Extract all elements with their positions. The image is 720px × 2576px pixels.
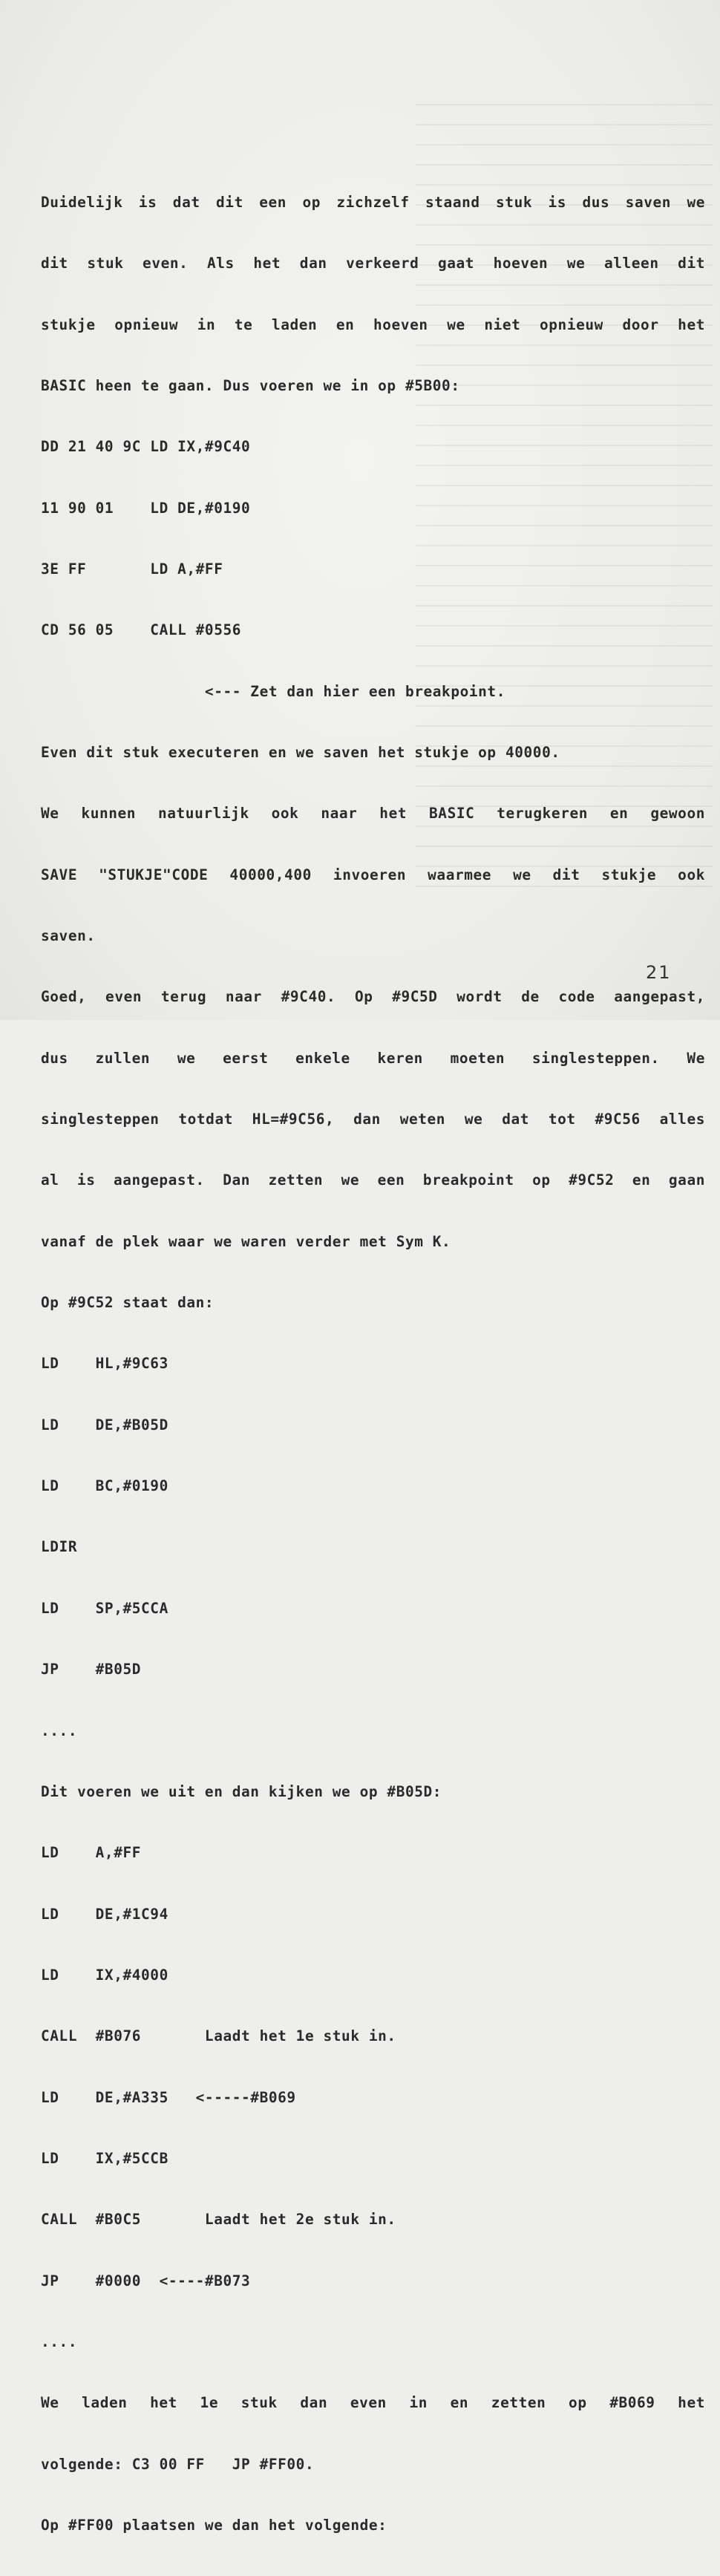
text-line-4: BASIC heen te gaan. Dus voeren we in op #5B00:: [41, 376, 460, 394]
asm-line-3: LD BC,#0190: [41, 1477, 168, 1495]
text-line-3: stukje opnieuw in te laden en hoeven we niet opnieuw door het: [41, 316, 705, 333]
text-line-14: Op #9C52 staat dan:: [41, 1294, 215, 1312]
text-line-8: saven.: [41, 927, 96, 945]
text-line-11: singlesteppen totdat HL=#9C56, dan weten we dat tot #9C56 alles: [41, 1111, 705, 1128]
asm-line-5: LD SP,#5CCA: [41, 1599, 168, 1617]
text-line-17: volgende: C3 00 FF JP #FF00.: [41, 2455, 315, 2473]
page-number: 21: [646, 962, 672, 983]
asm-line-11: LD DE,#A335 <-----#B069: [41, 2088, 296, 2106]
asm-line-4: LDIR: [41, 1538, 78, 1556]
ellipsis-2: ....: [41, 2333, 78, 2350]
text-line-13: vanaf de plek waar we waren verder met Sym K.: [41, 1232, 451, 1250]
text-line-6: We kunnen natuurlijk ook naar het BASIC terugkeren en gewoon: [41, 805, 705, 823]
asm-line-6: JP #B05D: [41, 1661, 142, 1678]
text-line-15: Dit voeren we uit en dan kijken we op #B05D:: [41, 1782, 442, 1800]
code-line-4: CD 56 05 CALL #0556: [41, 621, 242, 639]
asm-line-14: JP #0000 <----#B073: [41, 2272, 251, 2289]
text-line-1: Duidelijk is dat dit een op zichzelf staand stuk is dus saven we: [41, 193, 705, 211]
asm-line-13: CALL #B0C5 Laadt het 2e stuk in.: [41, 2211, 396, 2229]
asm-line-1: LD HL,#9C63: [41, 1355, 168, 1373]
code-line-3: 3E FF LD A,#FF: [41, 560, 223, 578]
asm-line-2: LD DE,#B05D: [41, 1416, 168, 1434]
text-line-16: We laden het 1e stuk dan even in en zetten op #B069 het: [41, 2394, 705, 2412]
asm-line-12: LD IX,#5CCB: [41, 2149, 168, 2167]
text-line-9: Goed, even terug naar #9C40. Op #9C5D wordt de code aangepast,: [41, 988, 705, 1006]
code-line-1: DD 21 40 9C LD IX,#9C40: [41, 438, 251, 456]
code-line-2: 11 90 01 LD DE,#0190: [41, 499, 251, 517]
ellipsis-1: ....: [41, 1722, 78, 1739]
text-line-2: dit stuk even. Als het dan verkeerd gaat hoeven we alleen dit: [41, 255, 705, 272]
asm-line-9: LD IX,#4000: [41, 1966, 168, 1984]
text-line-18: Op #FF00 plaatsen we dan het volgende:: [41, 2516, 387, 2534]
asm-line-7: LD A,#FF: [41, 1844, 142, 1862]
text-line-12: al is aangepast. Dan zetten we een breakpoint op #9C52 en gaan: [41, 1171, 705, 1189]
text-line-7: SAVE "STUKJE"CODE 40000,400 invoeren waarmee we dit stukje ook: [41, 866, 705, 883]
asm-line-8: LD DE,#1C94: [41, 1905, 168, 1923]
text-line-10: dus zullen we eerst enkele keren moeten singlesteppen. We: [41, 1049, 705, 1067]
text-line-5: Even dit stuk executeren en we saven het stukje op 40000.: [41, 744, 560, 761]
breakpoint-note: <--- Zet dan hier een breakpoint.: [41, 682, 505, 700]
body-text: [41, 151, 705, 2576]
asm-line-10: CALL #B076 Laadt het 1e stuk in.: [41, 2027, 396, 2045]
